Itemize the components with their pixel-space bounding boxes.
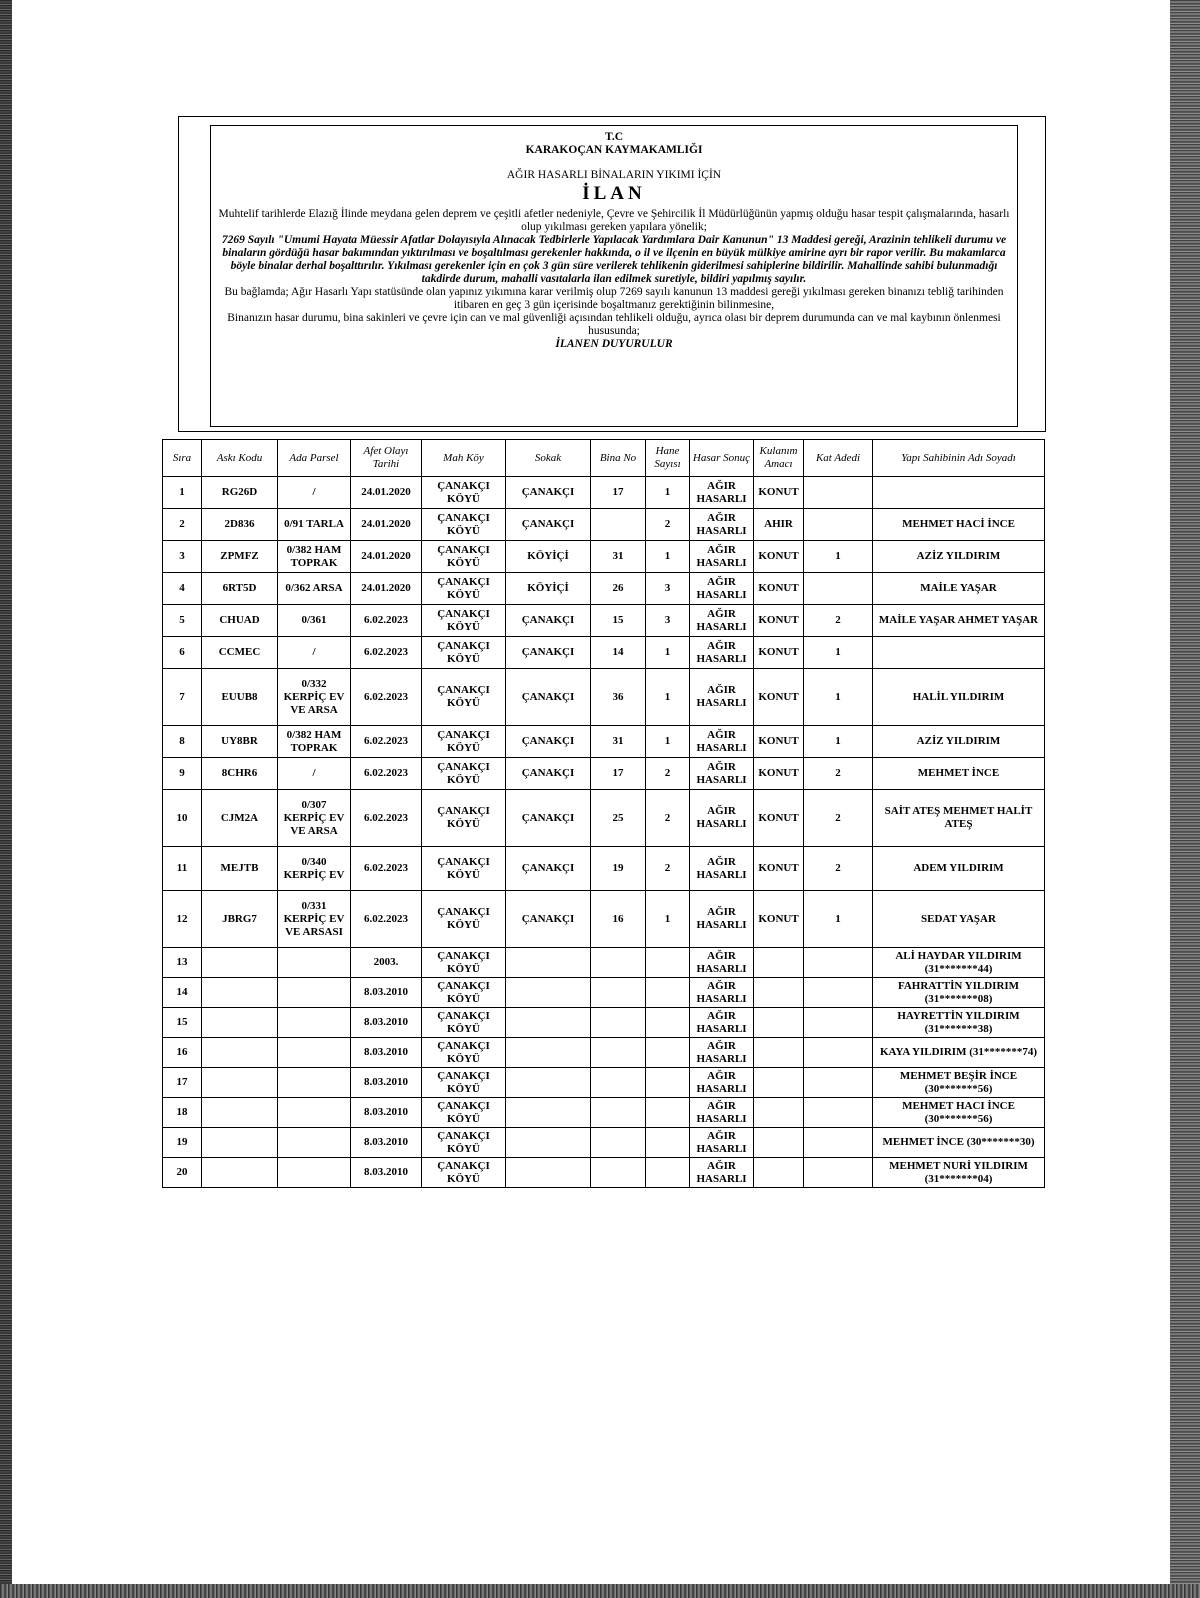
disaster-date: 24.01.2020 xyxy=(351,477,422,509)
ada-parsel: 0/382 HAM TOPRAK xyxy=(278,541,351,573)
notice-law-paragraph: 7269 Sayılı "Umumi Hayata Müessir Afatlar Dolayısıyla Alınacak Tedbirlerle Yapılacak Yardımlara Dair Kanunun" 13 Maddesi gereği, Arazinin tehlikeli durumu ve binaların gördüğü hasar bakımından yıktırılması ve boşaltılması gerekenler hakkında, o il ve ilçenin en büyük mülkiye amirine ayrı bir rapor verilir. Bu makamlarca böyle binalar derhal boşalttırılır. Yıkılması gerekenler için en çok 3 gün süre verilerek tehlikenin giderilmesi sahiplerine bildirilir. Mahallinde sahibi bulunmadığı takdirde durum, mahalli vasıtalarla ilan edilmek suretiyle, bildiri yapılmış sayılır. xyxy=(221,234,1007,285)
street xyxy=(506,1128,591,1158)
ada-parsel xyxy=(278,1038,351,1068)
ada-parsel: 0/382 HAM TOPRAK xyxy=(278,726,351,758)
ada-parsel: 0/307 KERPİÇ EV VE ARSA xyxy=(278,790,351,847)
owner-name: MEHMET NURİ YILDIRIM (31*******04) xyxy=(873,1158,1045,1188)
disaster-date: 8.03.2010 xyxy=(351,1098,422,1128)
damage-result: AĞIR HASARLI xyxy=(690,669,754,726)
usage-purpose: KONUT xyxy=(754,605,804,637)
building-no: 25 xyxy=(591,790,646,847)
disaster-date: 24.01.2020 xyxy=(351,541,422,573)
disaster-date: 8.03.2010 xyxy=(351,1128,422,1158)
usage-purpose: KONUT xyxy=(754,847,804,891)
owner-name: HALİL YILDIRIM xyxy=(873,669,1045,726)
village: ÇANAKÇI KÖYÜ xyxy=(422,978,506,1008)
askı-code: CCMEC xyxy=(202,637,278,669)
household-count xyxy=(646,1158,690,1188)
household-count xyxy=(646,1098,690,1128)
building-no xyxy=(591,1038,646,1068)
table-row xyxy=(163,1158,1045,1188)
street xyxy=(506,978,591,1008)
askı-code xyxy=(202,1158,278,1188)
ada-parsel xyxy=(278,1128,351,1158)
disaster-date: 6.02.2023 xyxy=(351,758,422,790)
ada-parsel: 0/361 xyxy=(278,605,351,637)
column-header: Hasar Sonuç xyxy=(690,440,754,477)
village: ÇANAKÇI KÖYÜ xyxy=(422,948,506,978)
table-row xyxy=(163,605,1045,637)
table-row xyxy=(163,726,1045,758)
floor-count: 1 xyxy=(804,637,873,669)
owner-name: ADEM YILDIRIM xyxy=(873,847,1045,891)
askı-code: EUUB8 xyxy=(202,669,278,726)
floor-count xyxy=(804,1158,873,1188)
village: ÇANAKÇI KÖYÜ xyxy=(422,669,506,726)
floor-count: 1 xyxy=(804,726,873,758)
askı-code xyxy=(202,1128,278,1158)
damage-result: AĞIR HASARLI xyxy=(690,726,754,758)
damage-result: AĞIR HASARLI xyxy=(690,790,754,847)
row-number: 12 xyxy=(163,891,202,948)
village: ÇANAKÇI KÖYÜ xyxy=(422,477,506,509)
owner-name: MEHMET BEŞİR İNCE (30*******56) xyxy=(873,1068,1045,1098)
row-number: 18 xyxy=(163,1098,202,1128)
askı-code: ZPMFZ xyxy=(202,541,278,573)
building-no xyxy=(591,1098,646,1128)
household-count: 3 xyxy=(646,573,690,605)
table-row xyxy=(163,637,1045,669)
street: KÖYİÇİ xyxy=(506,573,591,605)
village: ÇANAKÇI KÖYÜ xyxy=(422,541,506,573)
row-number: 13 xyxy=(163,948,202,978)
village: ÇANAKÇI KÖYÜ xyxy=(422,790,506,847)
street: ÇANAKÇI xyxy=(506,605,591,637)
street xyxy=(506,1068,591,1098)
askı-code: 6RT5D xyxy=(202,573,278,605)
table-body xyxy=(163,477,1045,1188)
household-count xyxy=(646,978,690,1008)
street: KÖYİÇİ xyxy=(506,541,591,573)
damage-result: AĞIR HASARLI xyxy=(690,1158,754,1188)
row-number: 15 xyxy=(163,1008,202,1038)
page-title: İLAN xyxy=(582,183,646,204)
disaster-date: 6.02.2023 xyxy=(351,847,422,891)
household-count: 2 xyxy=(646,509,690,541)
ada-parsel: 0/331 KERPİÇ EV VE ARSASI xyxy=(278,891,351,948)
table-row xyxy=(163,1068,1045,1098)
usage-purpose xyxy=(754,978,804,1008)
building-no: 26 xyxy=(591,573,646,605)
owner-name: AZİZ YILDIRIM xyxy=(873,541,1045,573)
usage-purpose: KONUT xyxy=(754,726,804,758)
row-number: 1 xyxy=(163,477,202,509)
table-row xyxy=(163,477,1045,509)
building-no: 31 xyxy=(591,726,646,758)
ada-parsel: / xyxy=(278,758,351,790)
building-list-table xyxy=(162,439,1045,1188)
damage-result: AĞIR HASARLI xyxy=(690,948,754,978)
household-count: 1 xyxy=(646,891,690,948)
column-header: Sıra xyxy=(163,440,202,477)
floor-count xyxy=(804,1098,873,1128)
disaster-date: 8.03.2010 xyxy=(351,1038,422,1068)
askı-code xyxy=(202,1098,278,1128)
village: ÇANAKÇI KÖYÜ xyxy=(422,1128,506,1158)
table-row xyxy=(163,573,1045,605)
askı-code xyxy=(202,978,278,1008)
damage-result: AĞIR HASARLI xyxy=(690,477,754,509)
building-no xyxy=(591,948,646,978)
household-count: 1 xyxy=(646,477,690,509)
askı-code: 2D836 xyxy=(202,509,278,541)
usage-purpose xyxy=(754,1158,804,1188)
usage-purpose: KONUT xyxy=(754,891,804,948)
row-number: 4 xyxy=(163,573,202,605)
row-number: 11 xyxy=(163,847,202,891)
table-row xyxy=(163,669,1045,726)
header-authority: KARAKOÇAN KAYMAKAMLIĞI xyxy=(525,144,703,156)
ada-parsel: 0/362 ARSA xyxy=(278,573,351,605)
floor-count: 2 xyxy=(804,847,873,891)
owner-name: MEHMET HACI İNCE (30*******56) xyxy=(873,1098,1045,1128)
header-subject: AĞIR HASARLI BİNALARIN YIKIMI İÇİN xyxy=(506,169,722,181)
row-number: 2 xyxy=(163,509,202,541)
disaster-date: 2003. xyxy=(351,948,422,978)
damage-result: AĞIR HASARLI xyxy=(690,509,754,541)
disaster-date: 6.02.2023 xyxy=(351,605,422,637)
damage-result: AĞIR HASARLI xyxy=(690,573,754,605)
askı-code: UY8BR xyxy=(202,726,278,758)
usage-purpose: KONUT xyxy=(754,637,804,669)
row-number: 7 xyxy=(163,669,202,726)
row-number: 9 xyxy=(163,758,202,790)
owner-name: MEHMET İNCE (30*******30) xyxy=(873,1128,1045,1158)
damage-result: AĞIR HASARLI xyxy=(690,1008,754,1038)
building-no: 17 xyxy=(591,758,646,790)
row-number: 3 xyxy=(163,541,202,573)
village: ÇANAKÇI KÖYÜ xyxy=(422,1068,506,1098)
usage-purpose: KONUT xyxy=(754,573,804,605)
owner-name: MEHMET HACİ İNCE xyxy=(873,509,1045,541)
building-no: 36 xyxy=(591,669,646,726)
scan-edge-right xyxy=(1170,0,1200,1598)
usage-purpose: KONUT xyxy=(754,541,804,573)
street: ÇANAKÇI xyxy=(506,847,591,891)
owner-name: MEHMET İNCE xyxy=(873,758,1045,790)
row-number: 5 xyxy=(163,605,202,637)
disaster-date: 6.02.2023 xyxy=(351,790,422,847)
floor-count: 2 xyxy=(804,758,873,790)
building-no: 17 xyxy=(591,477,646,509)
disaster-date: 6.02.2023 xyxy=(351,637,422,669)
row-number: 8 xyxy=(163,726,202,758)
usage-purpose xyxy=(754,1008,804,1038)
building-no xyxy=(591,1068,646,1098)
household-count: 2 xyxy=(646,847,690,891)
notice-box xyxy=(214,131,1014,351)
disaster-date: 8.03.2010 xyxy=(351,1158,422,1188)
village: ÇANAKÇI KÖYÜ xyxy=(422,637,506,669)
column-header: Hane Sayısı xyxy=(646,440,690,477)
usage-purpose: KONUT xyxy=(754,669,804,726)
household-count: 2 xyxy=(646,790,690,847)
damage-result: AĞIR HASARLI xyxy=(690,605,754,637)
street: ÇANAKÇI xyxy=(506,509,591,541)
building-no: 14 xyxy=(591,637,646,669)
village: ÇANAKÇI KÖYÜ xyxy=(422,573,506,605)
header-tc: T.C xyxy=(605,131,623,143)
street: ÇANAKÇI xyxy=(506,669,591,726)
floor-count xyxy=(804,509,873,541)
damage-result: AĞIR HASARLI xyxy=(690,1128,754,1158)
usage-purpose: AHIR xyxy=(754,509,804,541)
notice-closing: İLANEN DUYURULUR xyxy=(555,338,673,350)
askı-code: CJM2A xyxy=(202,790,278,847)
usage-purpose: KONUT xyxy=(754,758,804,790)
column-header: Askı Kodu xyxy=(202,440,278,477)
village: ÇANAKÇI KÖYÜ xyxy=(422,891,506,948)
scan-edge-left xyxy=(0,0,12,1598)
table-row xyxy=(163,948,1045,978)
floor-count xyxy=(804,477,873,509)
building-no: 31 xyxy=(591,541,646,573)
household-count xyxy=(646,948,690,978)
village: ÇANAKÇI KÖYÜ xyxy=(422,1038,506,1068)
disaster-date: 24.01.2020 xyxy=(351,573,422,605)
table-row xyxy=(163,758,1045,790)
ada-parsel: 0/340 KERPİÇ EV xyxy=(278,847,351,891)
ada-parsel xyxy=(278,978,351,1008)
floor-count xyxy=(804,1128,873,1158)
owner-name xyxy=(873,477,1045,509)
floor-count xyxy=(804,1038,873,1068)
street xyxy=(506,1098,591,1128)
column-header: Afet Olayı Tarihi xyxy=(351,440,422,477)
village: ÇANAKÇI KÖYÜ xyxy=(422,1098,506,1128)
ada-parsel xyxy=(278,1098,351,1128)
column-header: Sokak xyxy=(506,440,591,477)
household-count xyxy=(646,1128,690,1158)
ada-parsel: / xyxy=(278,637,351,669)
usage-purpose: KONUT xyxy=(754,790,804,847)
ada-parsel xyxy=(278,1008,351,1038)
ada-parsel xyxy=(278,1068,351,1098)
askı-code: CHUAD xyxy=(202,605,278,637)
street: ÇANAKÇI xyxy=(506,891,591,948)
damage-result: AĞIR HASARLI xyxy=(690,978,754,1008)
notice-paragraph-1: Muhtelif tarihlerde Elazığ İlinde meydana gelen deprem ve çeşitli afetler nedeniyle, Çevre ve Şehircilik İl Müdürlüğünün yapmış olduğu hasar tespit çalışmalarında, hasarlı olup yıkılması gereken yapılara yönelik; xyxy=(218,208,1010,233)
street: ÇANAKÇI xyxy=(506,477,591,509)
table-row xyxy=(163,509,1045,541)
table-header-row xyxy=(163,440,1045,477)
floor-count xyxy=(804,978,873,1008)
floor-count: 2 xyxy=(804,790,873,847)
building-no xyxy=(591,1128,646,1158)
askı-code xyxy=(202,948,278,978)
damage-result: AĞIR HASARLI xyxy=(690,541,754,573)
ada-parsel: 0/332 KERPİÇ EV VE ARSA xyxy=(278,669,351,726)
notice-paragraph-2: Bu bağlamda; Ağır Hasarlı Yapı statüsünde olan yapınız yıkımına karar verilmiş olup 7269 sayılı kanunun 13 maddesi gereği yıkılması gereken binanızı tebliğ tarihinden itibaren en geç 3 gün içerisinde boşaltmanız gerektiğinin bilinmesine, xyxy=(224,286,1004,311)
street xyxy=(506,1158,591,1188)
row-number: 16 xyxy=(163,1038,202,1068)
column-header: Mah Köy xyxy=(422,440,506,477)
owner-name: MAİLE YAŞAR xyxy=(873,573,1045,605)
floor-count xyxy=(804,1008,873,1038)
row-number: 19 xyxy=(163,1128,202,1158)
owner-name xyxy=(873,637,1045,669)
street xyxy=(506,1008,591,1038)
usage-purpose xyxy=(754,1098,804,1128)
column-header: Kulanım Amacı xyxy=(754,440,804,477)
household-count: 1 xyxy=(646,541,690,573)
disaster-date: 8.03.2010 xyxy=(351,1008,422,1038)
table-row xyxy=(163,1098,1045,1128)
floor-count: 1 xyxy=(804,891,873,948)
disaster-date: 24.01.2020 xyxy=(351,509,422,541)
row-number: 10 xyxy=(163,790,202,847)
askı-code: RG26D xyxy=(202,477,278,509)
column-header: Bina No xyxy=(591,440,646,477)
disaster-date: 6.02.2023 xyxy=(351,891,422,948)
floor-count xyxy=(804,948,873,978)
household-count xyxy=(646,1008,690,1038)
street xyxy=(506,948,591,978)
village: ÇANAKÇI KÖYÜ xyxy=(422,509,506,541)
usage-purpose xyxy=(754,1068,804,1098)
table-row xyxy=(163,1128,1045,1158)
owner-name: HAYRETTİN YILDIRIM (31*******38) xyxy=(873,1008,1045,1038)
ada-parsel: 0/91 TARLA xyxy=(278,509,351,541)
row-number: 6 xyxy=(163,637,202,669)
owner-name: SAİT ATEŞ MEHMET HALİT ATEŞ xyxy=(873,790,1045,847)
village: ÇANAKÇI KÖYÜ xyxy=(422,758,506,790)
street: ÇANAKÇI xyxy=(506,758,591,790)
household-count: 1 xyxy=(646,637,690,669)
table-row xyxy=(163,1038,1045,1068)
village: ÇANAKÇI KÖYÜ xyxy=(422,605,506,637)
village: ÇANAKÇI KÖYÜ xyxy=(422,726,506,758)
building-no: 19 xyxy=(591,847,646,891)
table-row xyxy=(163,891,1045,948)
askı-code: 8CHR6 xyxy=(202,758,278,790)
disaster-date: 8.03.2010 xyxy=(351,1068,422,1098)
ada-parsel: / xyxy=(278,477,351,509)
building-no: 15 xyxy=(591,605,646,637)
disaster-date: 6.02.2023 xyxy=(351,726,422,758)
table-row xyxy=(163,790,1045,847)
askı-code xyxy=(202,1068,278,1098)
damage-result: AĞIR HASARLI xyxy=(690,847,754,891)
damage-result: AĞIR HASARLI xyxy=(690,637,754,669)
household-count: 1 xyxy=(646,669,690,726)
damage-result: AĞIR HASARLI xyxy=(690,1038,754,1068)
askı-code xyxy=(202,1008,278,1038)
damage-result: AĞIR HASARLI xyxy=(690,1068,754,1098)
owner-name: MAİLE YAŞAR AHMET YAŞAR xyxy=(873,605,1045,637)
floor-count xyxy=(804,1068,873,1098)
household-count: 3 xyxy=(646,605,690,637)
disaster-date: 6.02.2023 xyxy=(351,669,422,726)
village: ÇANAKÇI KÖYÜ xyxy=(422,1158,506,1188)
damage-result: AĞIR HASARLI xyxy=(690,891,754,948)
askı-code: MEJTB xyxy=(202,847,278,891)
street: ÇANAKÇI xyxy=(506,726,591,758)
disaster-date: 8.03.2010 xyxy=(351,978,422,1008)
usage-purpose xyxy=(754,1038,804,1068)
building-no xyxy=(591,1158,646,1188)
row-number: 14 xyxy=(163,978,202,1008)
askı-code: JBRG7 xyxy=(202,891,278,948)
damage-result: AĞIR HASARLI xyxy=(690,1098,754,1128)
street xyxy=(506,1038,591,1068)
table-row xyxy=(163,541,1045,573)
usage-purpose xyxy=(754,1128,804,1158)
household-count xyxy=(646,1068,690,1098)
village: ÇANAKÇI KÖYÜ xyxy=(422,1008,506,1038)
damage-result: AĞIR HASARLI xyxy=(690,758,754,790)
table-row xyxy=(163,978,1045,1008)
floor-count: 1 xyxy=(804,669,873,726)
village: ÇANAKÇI KÖYÜ xyxy=(422,847,506,891)
column-header: Ada Parsel xyxy=(278,440,351,477)
owner-name: ALİ HAYDAR YILDIRIM (31*******44) xyxy=(873,948,1045,978)
column-header: Yapı Sahibinin Adı Soyadı xyxy=(873,440,1045,477)
street: ÇANAKÇI xyxy=(506,637,591,669)
column-header: Kat Adedi xyxy=(804,440,873,477)
scan-edge-bottom xyxy=(0,1584,1200,1598)
floor-count: 2 xyxy=(804,605,873,637)
table-row xyxy=(163,1008,1045,1038)
building-no xyxy=(591,509,646,541)
usage-purpose: KONUT xyxy=(754,477,804,509)
street: ÇANAKÇI xyxy=(506,790,591,847)
owner-name: FAHRATTİN YILDIRIM (31*******08) xyxy=(873,978,1045,1008)
owner-name: KAYA YILDIRIM (31*******74) xyxy=(873,1038,1045,1068)
row-number: 20 xyxy=(163,1158,202,1188)
notice-paragraph-3: Binanızın hasar durumu, bina sakinleri ve çevre için can ve mal güvenliği açısından tehlikeli olduğu, ayrıca olası bir deprem durumunda can ve mal kaybının önlenmesi hususunda; xyxy=(227,312,1001,337)
building-no: 16 xyxy=(591,891,646,948)
table-row xyxy=(163,847,1045,891)
askı-code xyxy=(202,1038,278,1068)
ada-parsel xyxy=(278,948,351,978)
household-count xyxy=(646,1038,690,1068)
building-no xyxy=(591,1008,646,1038)
row-number: 17 xyxy=(163,1068,202,1098)
household-count: 1 xyxy=(646,726,690,758)
floor-count xyxy=(804,573,873,605)
usage-purpose xyxy=(754,948,804,978)
household-count: 2 xyxy=(646,758,690,790)
ada-parsel xyxy=(278,1158,351,1188)
building-no xyxy=(591,978,646,1008)
floor-count: 1 xyxy=(804,541,873,573)
owner-name: SEDAT YAŞAR xyxy=(873,891,1045,948)
owner-name: AZİZ YILDIRIM xyxy=(873,726,1045,758)
